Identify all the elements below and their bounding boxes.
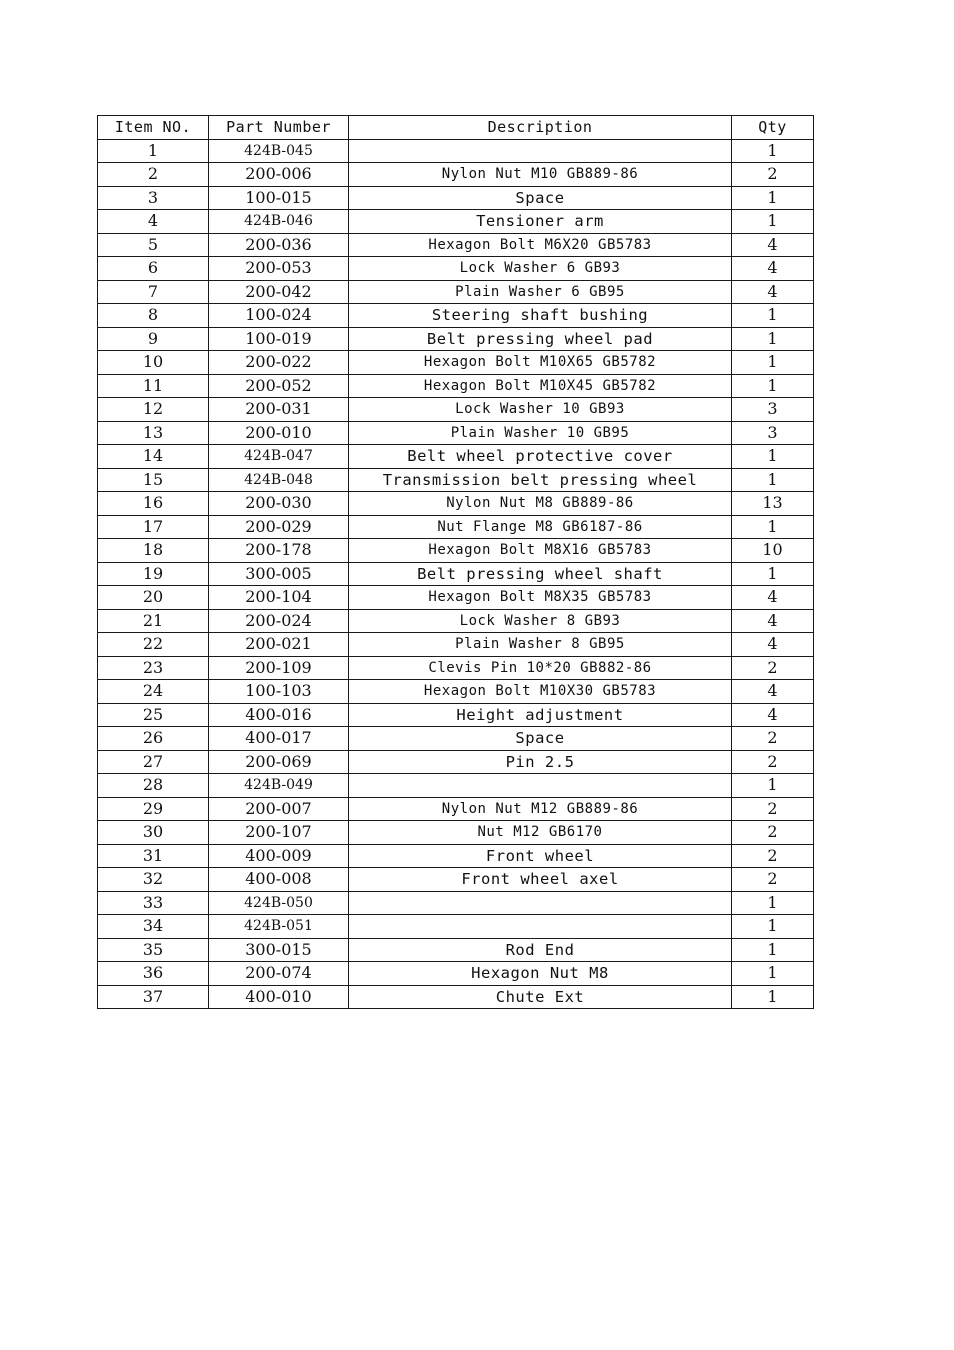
cell-description: Hexagon Bolt M10X30 GB5783: [349, 680, 732, 704]
table-row: [98, 774, 814, 798]
cell-qty: 4: [732, 280, 814, 304]
cell-description: Nut M12 GB6170: [349, 821, 732, 845]
cell-part-number: 424B-049: [209, 774, 349, 798]
cell-part-number: 424B-045: [209, 139, 349, 163]
cell-qty: 2: [732, 163, 814, 187]
cell-part-number: 200-107: [209, 821, 349, 845]
cell-part-number: 400-009: [209, 844, 349, 868]
cell-qty: 4: [732, 233, 814, 257]
cell-qty: 1: [732, 515, 814, 539]
cell-description: Nut Flange M8 GB6187-86: [349, 515, 732, 539]
cell-item-no: 3: [98, 186, 209, 210]
cell-part-number: 200-030: [209, 492, 349, 516]
cell-description: Nylon Nut M10 GB889-86: [349, 163, 732, 187]
cell-part-number: 200-052: [209, 374, 349, 398]
cell-description: Hexagon Bolt M8X35 GB5783: [349, 586, 732, 610]
table-row: [98, 750, 814, 774]
table-row: [98, 257, 814, 281]
cell-qty: 1: [732, 374, 814, 398]
table-row: [98, 938, 814, 962]
cell-description: Hexagon Bolt M6X20 GB5783: [349, 233, 732, 257]
cell-qty: 4: [732, 633, 814, 657]
cell-description: Belt pressing wheel shaft: [349, 562, 732, 586]
cell-qty: 2: [732, 656, 814, 680]
cell-qty: 1: [732, 304, 814, 328]
cell-qty: 1: [732, 938, 814, 962]
cell-item-no: 5: [98, 233, 209, 257]
cell-qty: 1: [732, 562, 814, 586]
cell-part-number: 424B-051: [209, 915, 349, 939]
header-qty: Qty: [732, 116, 814, 140]
cell-description: [349, 774, 732, 798]
table-row: [98, 445, 814, 469]
cell-part-number: 200-010: [209, 421, 349, 445]
cell-description: Lock Washer 6 GB93: [349, 257, 732, 281]
table-row: [98, 727, 814, 751]
cell-part-number: 200-053: [209, 257, 349, 281]
table-row: [98, 703, 814, 727]
cell-description: Belt pressing wheel pad: [349, 327, 732, 351]
cell-item-no: 6: [98, 257, 209, 281]
cell-qty: 1: [732, 327, 814, 351]
cell-description: Plain Washer 6 GB95: [349, 280, 732, 304]
cell-part-number: 200-074: [209, 962, 349, 986]
cell-qty: 4: [732, 703, 814, 727]
table-row: [98, 351, 814, 375]
table-row: [98, 210, 814, 234]
cell-part-number: 200-036: [209, 233, 349, 257]
cell-description: Clevis Pin 10*20 GB882-86: [349, 656, 732, 680]
cell-description: Chute Ext: [349, 985, 732, 1009]
cell-part-number: 200-021: [209, 633, 349, 657]
cell-item-no: 31: [98, 844, 209, 868]
table-row: [98, 304, 814, 328]
cell-qty: 1: [732, 139, 814, 163]
table-row: [98, 562, 814, 586]
cell-qty: 1: [732, 915, 814, 939]
table-header: [98, 116, 814, 140]
cell-item-no: 32: [98, 868, 209, 892]
cell-qty: 1: [732, 445, 814, 469]
cell-item-no: 18: [98, 539, 209, 563]
cell-part-number: 200-109: [209, 656, 349, 680]
cell-item-no: 28: [98, 774, 209, 798]
cell-part-number: 200-007: [209, 797, 349, 821]
cell-qty: 1: [732, 985, 814, 1009]
table-row: [98, 398, 814, 422]
cell-part-number: 100-024: [209, 304, 349, 328]
table-row: [98, 891, 814, 915]
cell-item-no: 30: [98, 821, 209, 845]
cell-part-number: 200-104: [209, 586, 349, 610]
cell-item-no: 13: [98, 421, 209, 445]
cell-part-number: 424B-050: [209, 891, 349, 915]
table-row: [98, 915, 814, 939]
cell-part-number: 400-017: [209, 727, 349, 751]
table-row: [98, 233, 814, 257]
cell-qty: 2: [732, 821, 814, 845]
cell-qty: 4: [732, 586, 814, 610]
cell-part-number: 200-006: [209, 163, 349, 187]
cell-item-no: 26: [98, 727, 209, 751]
header-row: [98, 116, 814, 140]
cell-qty: 2: [732, 844, 814, 868]
cell-description: Plain Washer 10 GB95: [349, 421, 732, 445]
cell-item-no: 35: [98, 938, 209, 962]
table-row: [98, 280, 814, 304]
cell-item-no: 2: [98, 163, 209, 187]
cell-item-no: 10: [98, 351, 209, 375]
cell-qty: 3: [732, 398, 814, 422]
table-row: [98, 633, 814, 657]
cell-description: Transmission belt pressing wheel: [349, 468, 732, 492]
cell-qty: 10: [732, 539, 814, 563]
cell-part-number: 200-024: [209, 609, 349, 633]
cell-description: Rod End: [349, 938, 732, 962]
cell-part-number: 300-005: [209, 562, 349, 586]
cell-part-number: 200-178: [209, 539, 349, 563]
cell-part-number: 400-016: [209, 703, 349, 727]
cell-qty: 2: [732, 797, 814, 821]
cell-part-number: 200-029: [209, 515, 349, 539]
cell-qty: 2: [732, 868, 814, 892]
cell-item-no: 7: [98, 280, 209, 304]
cell-item-no: 33: [98, 891, 209, 915]
cell-description: Lock Washer 8 GB93: [349, 609, 732, 633]
cell-description: Tensioner arm: [349, 210, 732, 234]
table-row: [98, 186, 814, 210]
cell-qty: 1: [732, 210, 814, 234]
cell-description: [349, 915, 732, 939]
cell-part-number: 424B-047: [209, 445, 349, 469]
cell-description: Front wheel axel: [349, 868, 732, 892]
table-row: [98, 539, 814, 563]
cell-part-number: 200-042: [209, 280, 349, 304]
cell-item-no: 1: [98, 139, 209, 163]
cell-item-no: 24: [98, 680, 209, 704]
cell-qty: 1: [732, 774, 814, 798]
cell-part-number: 200-031: [209, 398, 349, 422]
cell-qty: 1: [732, 351, 814, 375]
table-row: [98, 680, 814, 704]
table-row: [98, 374, 814, 398]
cell-qty: 4: [732, 680, 814, 704]
table-row: [98, 492, 814, 516]
table-body: [98, 139, 814, 1009]
table-row: [98, 163, 814, 187]
cell-item-no: 12: [98, 398, 209, 422]
table-row: [98, 821, 814, 845]
table-row: [98, 468, 814, 492]
header-item-no: Item NO.: [98, 116, 209, 140]
cell-item-no: 14: [98, 445, 209, 469]
cell-description: [349, 891, 732, 915]
cell-description: Front wheel: [349, 844, 732, 868]
cell-part-number: 100-103: [209, 680, 349, 704]
cell-qty: 13: [732, 492, 814, 516]
cell-item-no: 22: [98, 633, 209, 657]
cell-item-no: 27: [98, 750, 209, 774]
cell-qty: 4: [732, 609, 814, 633]
table-row: [98, 421, 814, 445]
cell-description: Belt wheel protective cover: [349, 445, 732, 469]
cell-description: Height adjustment: [349, 703, 732, 727]
table-row: [98, 797, 814, 821]
cell-description: Hexagon Bolt M10X45 GB5782: [349, 374, 732, 398]
cell-description: Nylon Nut M8 GB889-86: [349, 492, 732, 516]
cell-part-number: 424B-048: [209, 468, 349, 492]
cell-part-number: 200-022: [209, 351, 349, 375]
table-row: [98, 609, 814, 633]
cell-description: Hexagon Nut M8: [349, 962, 732, 986]
table-row: [98, 844, 814, 868]
header-part-number: Part Number: [209, 116, 349, 140]
table-row: [98, 656, 814, 680]
cell-part-number: 400-010: [209, 985, 349, 1009]
cell-part-number: 424B-046: [209, 210, 349, 234]
parts-list-table: [97, 115, 814, 1009]
table-row: [98, 868, 814, 892]
cell-qty: 2: [732, 727, 814, 751]
cell-item-no: 37: [98, 985, 209, 1009]
table-row: [98, 586, 814, 610]
cell-description: Plain Washer 8 GB95: [349, 633, 732, 657]
cell-description: Space: [349, 186, 732, 210]
cell-item-no: 9: [98, 327, 209, 351]
cell-description: Hexagon Bolt M10X65 GB5782: [349, 351, 732, 375]
header-description: Description: [349, 116, 732, 140]
cell-description: Pin 2.5: [349, 750, 732, 774]
cell-qty: 1: [732, 891, 814, 915]
cell-description: Space: [349, 727, 732, 751]
cell-qty: 1: [732, 186, 814, 210]
cell-item-no: 16: [98, 492, 209, 516]
cell-qty: 3: [732, 421, 814, 445]
cell-item-no: 4: [98, 210, 209, 234]
cell-part-number: 100-019: [209, 327, 349, 351]
cell-part-number: 300-015: [209, 938, 349, 962]
cell-part-number: 100-015: [209, 186, 349, 210]
cell-part-number: 200-069: [209, 750, 349, 774]
cell-item-no: 17: [98, 515, 209, 539]
cell-item-no: 36: [98, 962, 209, 986]
cell-item-no: 29: [98, 797, 209, 821]
cell-description: Hexagon Bolt M8X16 GB5783: [349, 539, 732, 563]
table-row: [98, 985, 814, 1009]
cell-item-no: 8: [98, 304, 209, 328]
cell-item-no: 15: [98, 468, 209, 492]
cell-description: Nylon Nut M12 GB889-86: [349, 797, 732, 821]
cell-qty: 1: [732, 468, 814, 492]
cell-item-no: 11: [98, 374, 209, 398]
cell-item-no: 21: [98, 609, 209, 633]
table-row: [98, 962, 814, 986]
cell-description: [349, 139, 732, 163]
cell-qty: 2: [732, 750, 814, 774]
cell-item-no: 20: [98, 586, 209, 610]
cell-part-number: 400-008: [209, 868, 349, 892]
cell-item-no: 25: [98, 703, 209, 727]
table-row: [98, 515, 814, 539]
cell-item-no: 34: [98, 915, 209, 939]
cell-description: Steering shaft bushing: [349, 304, 732, 328]
cell-qty: 4: [732, 257, 814, 281]
table-row: [98, 139, 814, 163]
cell-qty: 1: [732, 962, 814, 986]
table-row: [98, 327, 814, 351]
cell-description: Lock Washer 10 GB93: [349, 398, 732, 422]
cell-item-no: 19: [98, 562, 209, 586]
cell-item-no: 23: [98, 656, 209, 680]
